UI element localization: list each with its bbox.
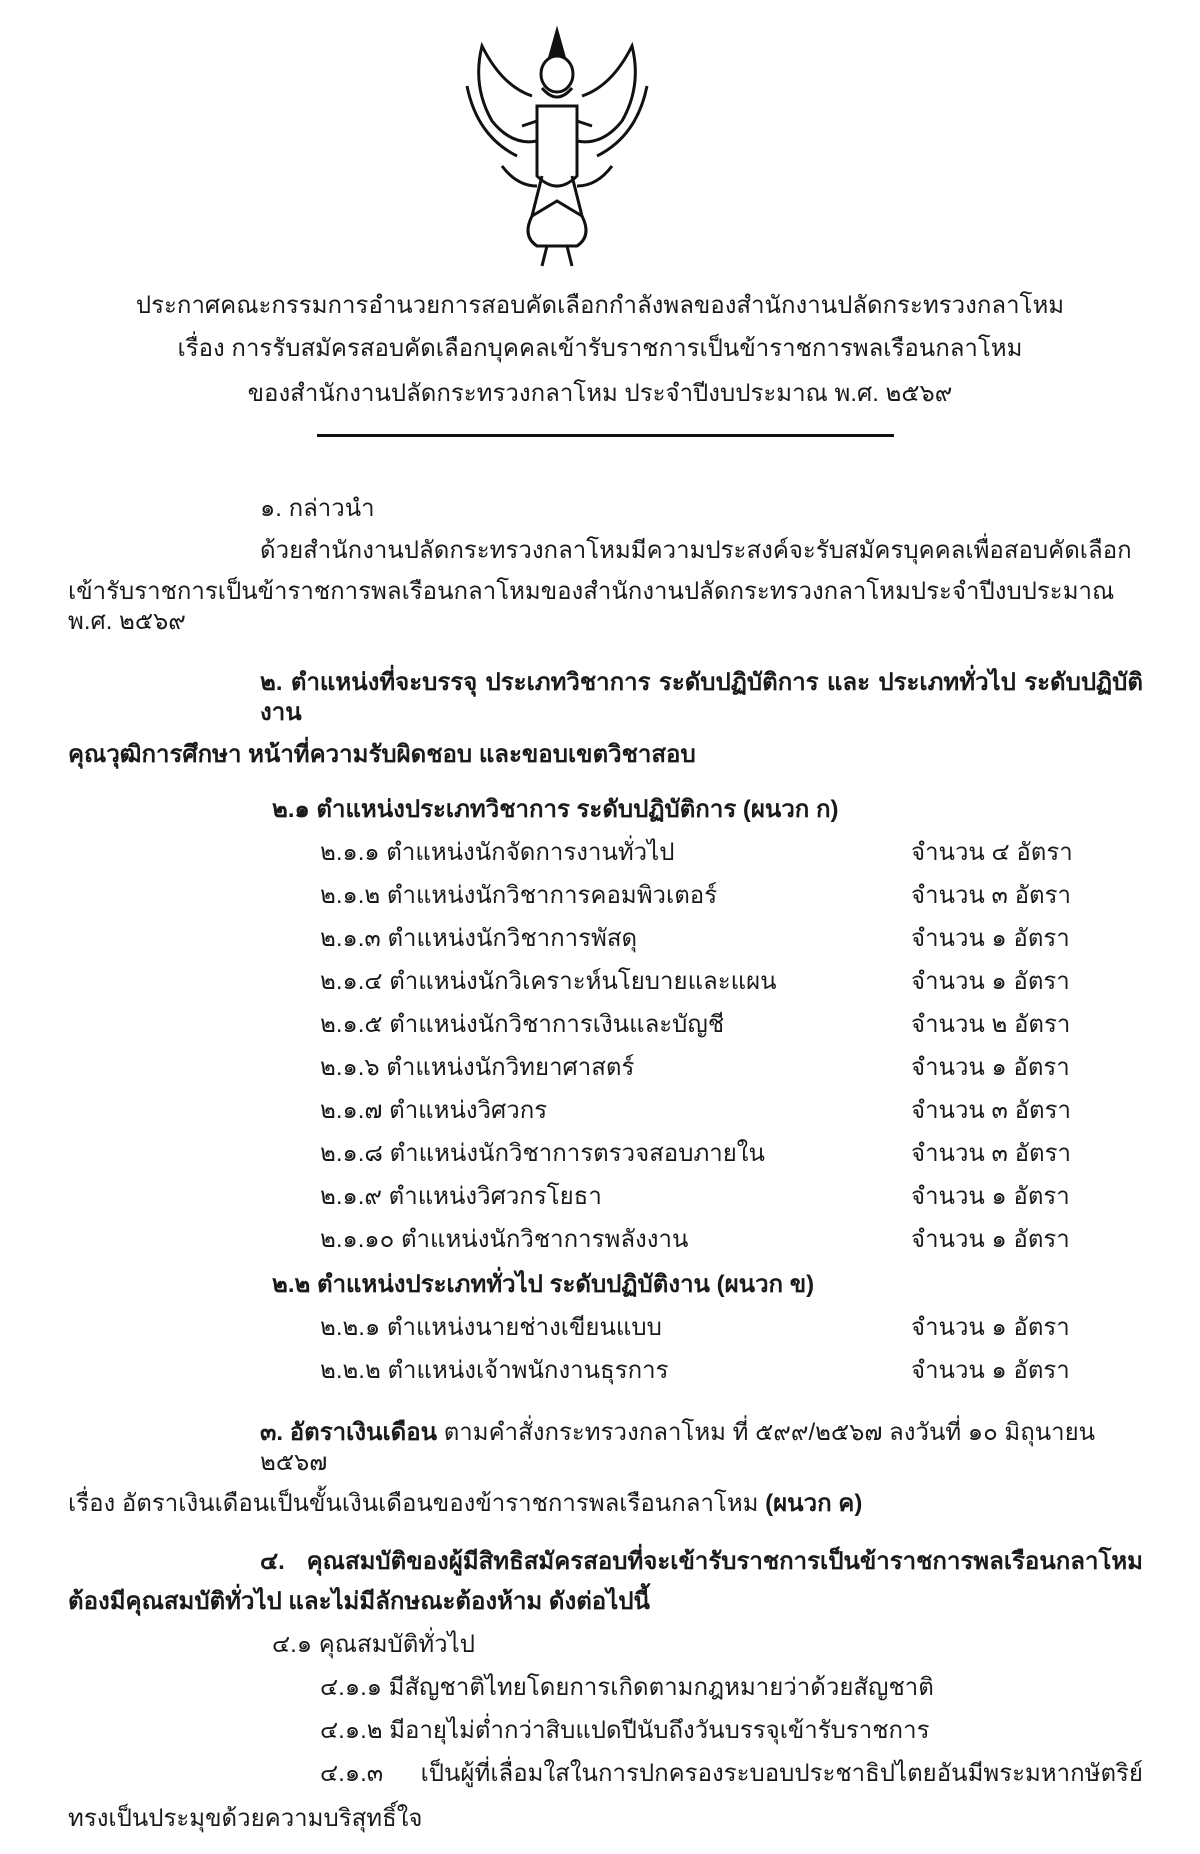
position-item	[320, 881, 1200, 911]
position-list-2-2	[0, 1313, 1200, 1386]
section2-2-heading: ๒.๒ ตำแหน่งประเภททั่วไป ระดับปฏิบัติงาน (ผนวก ข)	[272, 1271, 815, 1298]
position-item-label: ๒.๑.๑๐ ตำแหน่งนักวิชาการพลังงาน	[320, 1226, 689, 1253]
position-item-label: ๒.๑.๔ ตำแหน่งนักวิเคราะห์นโยบายและแผน	[320, 968, 777, 995]
section2-1-heading: ๒.๑ ตำแหน่งประเภทวิชาการ ระดับปฏิบัติการ (ผนวก ก)	[272, 796, 839, 823]
position-item-count: จำนวน ๓ อัตรา	[911, 882, 1071, 909]
position-item	[320, 1313, 1200, 1343]
section3-line1	[260, 1418, 1143, 1478]
position-item	[320, 1139, 1200, 1169]
position-item-label: ๒.๑.๙ ตำแหน่งวิศวกรโยธา	[320, 1183, 602, 1210]
position-item-label: ๒.๑.๓ ตำแหน่งนักวิชาการพัสดุ	[320, 925, 638, 952]
section2-line2: คุณวุฒิการศึกษา หน้าที่ความรับผิดชอบ และขอบเขตวิชาสอบ	[68, 741, 696, 768]
position-list-2-1	[0, 838, 1200, 1255]
position-item-label: ๒.๑.๑ ตำแหน่งนักจัดการงานทั่วไป	[320, 839, 675, 866]
position-item-label: ๒.๑.๘ ตำแหน่งนักวิชาการตรวจสอบภายใน	[320, 1140, 765, 1167]
section1-line2: เข้ารับราชการเป็นข้าราชการพลเรือนกลาโหมของสำนักงานปลัดกระทรวงกลาโหมประจำปีงบประมาณ พ.ศ. ๒๕๖๙	[68, 578, 1115, 635]
section4-item-2: ๔.๑.๒ มีอายุไม่ต่ำกว่าสิบแปดปีนับถึงวันบรรจุเข้ารับราชการ	[320, 1717, 930, 1744]
position-item-label: ๒.๑.๗ ตำแหน่งวิศวกร	[320, 1097, 548, 1124]
section4-1-heading: ๔.๑ คุณสมบัติทั่วไป	[272, 1631, 475, 1658]
position-item	[320, 1096, 1200, 1126]
position-item-label: ๒.๒.๑ ตำแหน่งนายช่างเขียนแบบ	[320, 1314, 662, 1341]
position-item-count: จำนวน ๑ อัตรา	[911, 1314, 1070, 1341]
position-item-label: ๒.๒.๒ ตำแหน่งเจ้าพนักงานธุรการ	[320, 1357, 669, 1384]
section1-line1: ด้วยสำนักงานปลัดกระทรวงกลาโหมมีความประสงค์จะรับสมัครบุคคลเพื่อสอบคัดเลือก	[260, 537, 1132, 564]
position-item-count: จำนวน ๔ อัตรา	[911, 839, 1073, 866]
position-item-count: จำนวน ๑ อัตรา	[911, 1183, 1070, 1210]
position-item-count: จำนวน ๑ อัตรา	[911, 968, 1070, 995]
position-item-label: ๒.๑.๕ ตำแหน่งนักวิชาการเงินและบัญชี	[320, 1011, 725, 1038]
position-item-count: จำนวน ๓ อัตรา	[911, 1140, 1071, 1167]
position-item-count: จำนวน ๑ อัตรา	[911, 1054, 1070, 1081]
position-item	[320, 1010, 1200, 1040]
position-item	[320, 1182, 1200, 1212]
section3-line1-text: ตามคำสั่งกระทรวงกลาโหม ที่ ๕๙๙/๒๕๖๗ ลงวันที่ ๑๐ มิถุนายน ๒๕๖๗	[260, 1419, 1096, 1476]
section4-item-3-continued: ทรงเป็นประมุขด้วยความบริสุทธิ์ใจ	[68, 1805, 423, 1832]
position-item-count: จำนวน ๒ อัตรา	[911, 1011, 1071, 1038]
section1-heading: ๑. กล่าวนำ	[260, 495, 375, 522]
title-line-1: ประกาศคณะกรรมการอำนวยการสอบคัดเลือกกำลังพลของสำนักงานปลัดกระทรวงกลาโหม	[135, 292, 1065, 319]
position-item-label: ๒.๑.๖ ตำแหน่งนักวิทยาศาสตร์	[320, 1054, 635, 1081]
section4-item-3: ๔.๑.๓ เป็นผู้ที่เลื่อมใสในการปกครองระบอบประชาธิปไตยอันมีพระมหากษัตริย์	[320, 1760, 1143, 1787]
position-item-count: จำนวน ๑ อัตรา	[911, 1357, 1070, 1384]
position-item-count: จำนวน ๑ อัตรา	[911, 925, 1070, 952]
position-item	[320, 1053, 1200, 1083]
section4-item-1: ๔.๑.๑ มีสัญชาติไทยโดยการเกิดตามกฎหมายว่าด้วยสัญชาติ	[320, 1674, 934, 1701]
title-line-2: เรื่อง การรับสมัครสอบคัดเลือกบุคคลเข้ารับราชการเป็นข้าราชการพลเรือนกลาโหม	[177, 335, 1023, 362]
position-item-count: จำนวน ๓ อัตรา	[911, 1097, 1071, 1124]
position-item-label: ๒.๑.๒ ตำแหน่งนักวิชาการคอมพิวเตอร์	[320, 882, 718, 909]
section4-line1: ๔. คุณสมบัติของผู้มีสิทธิสมัครสอบที่จะเข้ารับราชการเป็นข้าราชการพลเรือนกลาโหม	[260, 1548, 1143, 1575]
section3-annex: (ผนวก ค)	[765, 1490, 863, 1517]
section3-line2-text: เรื่อง อัตราเงินเดือนเป็นขั้นเงินเดือนของข้าราชการพลเรือนกลาโหม	[68, 1490, 766, 1517]
position-item	[320, 1225, 1200, 1255]
section3-line2	[68, 1489, 1143, 1519]
section3-heading: ๓. อัตราเงินเดือน	[260, 1419, 438, 1446]
section2-line1: ๒. ตำแหน่งที่จะบรรจุ ประเภทวิชาการ ระดับปฏิบัติการ และ ประเภททั่วไป ระดับปฏิบัติงาน	[260, 669, 1143, 726]
position-item	[320, 967, 1200, 997]
position-item-count: จำนวน ๑ อัตรา	[911, 1226, 1070, 1253]
section4-line2: ต้องมีคุณสมบัติทั่วไป และไม่มีลักษณะต้องห้าม ดังต่อไปนี้	[68, 1588, 650, 1615]
title-line-3: ของสำนักงานปลัดกระทรวงกลาโหม ประจำปีงบประมาณ พ.ศ. ๒๕๖๙	[247, 380, 953, 407]
position-item	[320, 838, 1200, 868]
position-item	[320, 924, 1200, 954]
title-divider	[317, 434, 894, 437]
garuda-emblem-icon	[462, 26, 652, 268]
position-item	[320, 1356, 1200, 1386]
